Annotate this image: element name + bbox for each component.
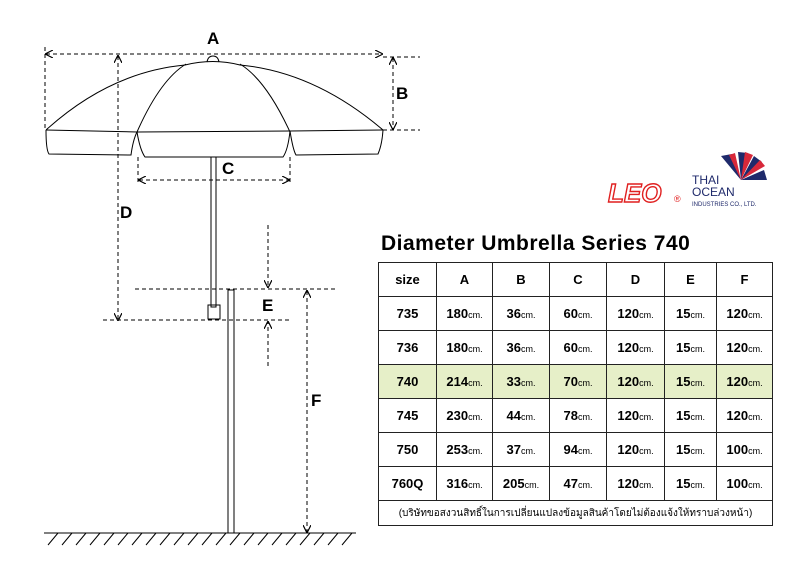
value-cell [493,331,550,365]
value-cell [607,297,665,331]
value-cell [550,433,607,467]
value-unit: cm. [748,446,763,456]
value-cell [493,399,550,433]
value-cell [493,433,550,467]
value-number: 36 [506,306,521,321]
value-number: 47 [563,476,578,491]
page-title: Diameter Umbrella Series 740 [381,232,691,255]
value-cell [493,467,550,501]
value-cell [550,399,607,433]
value-number: 230 [446,408,469,423]
value-number: 44 [506,408,521,423]
ground-stake [228,290,234,533]
label-c: C [222,159,235,178]
value-number: 180 [446,306,469,321]
value-number: 15 [676,340,691,355]
value-number: 60 [563,340,578,355]
table-header-row [379,263,773,297]
value-number: 180 [446,340,469,355]
brand-logos [606,150,786,210]
size-table [378,262,773,526]
svg-text:®: ® [674,194,681,204]
value-cell [717,331,773,365]
label-e: E [262,296,274,315]
value-cell [717,399,773,433]
value-unit: cm. [468,344,483,354]
umbrella-canopy [46,56,383,157]
table-row [379,365,773,399]
value-cell [550,331,607,365]
value-unit: cm. [639,480,654,490]
value-unit: cm. [577,446,593,456]
value-unit: cm. [520,412,536,422]
table-row [379,297,773,331]
value-cell [717,365,773,399]
column-header: E [665,263,717,297]
value-unit: cm. [639,412,654,422]
svg-text:THAI: THAI [692,173,720,187]
value-unit: cm. [690,344,705,354]
value-cell [607,331,665,365]
value-number: 78 [563,408,578,423]
value-number: 37 [506,442,521,457]
svg-text:INDUSTRIES CO., LTD.: INDUSTRIES CO., LTD. [692,202,757,208]
value-cell [665,433,717,467]
value-cell [437,433,493,467]
value-cell [550,365,607,399]
value-cell [607,365,665,399]
disclaimer-note: (บริษัทขอสงวนสิทธิ์ในการเปลี่ยนแปลงข้อมูลสินค้าโดยไม่ต้องแจ้งให้ทราบล่วงหน้า) [379,501,773,526]
value-number: 205 [502,476,525,491]
value-unit: cm. [748,344,763,354]
leo-logo [608,178,681,208]
value-number: 120 [726,374,749,389]
value-cell [493,365,550,399]
value-cell [550,297,607,331]
value-unit: cm. [520,378,536,388]
value-number: 33 [506,374,521,389]
value-number: 15 [676,374,691,389]
value-unit: cm. [520,446,536,456]
value-unit: cm. [639,446,654,456]
column-header: C [550,263,607,297]
value-unit: cm. [468,310,483,320]
value-unit: cm. [577,480,593,490]
value-cell [550,467,607,501]
value-number: 120 [617,476,640,491]
column-header: size [379,263,437,297]
value-number: 253 [446,442,469,457]
svg-text:OCEAN: OCEAN [692,185,735,199]
value-cell [665,399,717,433]
size-cell: 740 [379,365,437,399]
value-unit: cm. [690,412,705,422]
value-number: 214 [446,374,469,389]
value-number: 316 [446,476,469,491]
value-unit: cm. [468,446,483,456]
value-number: 100 [726,442,749,457]
value-unit: cm. [468,480,483,490]
label-f: F [311,391,322,410]
table-row [379,331,773,365]
value-unit: cm. [690,310,705,320]
value-unit: cm. [520,344,536,354]
value-cell [607,467,665,501]
value-number: 120 [726,408,749,423]
value-number: 36 [506,340,521,355]
value-unit: cm. [520,310,536,320]
value-number: 60 [563,306,578,321]
value-unit: cm. [639,310,654,320]
value-unit: cm. [690,480,705,490]
value-unit: cm. [639,378,654,388]
value-cell [437,365,493,399]
size-cell: 760Q [379,467,437,501]
value-cell [665,365,717,399]
value-unit: cm. [577,344,593,354]
value-unit: cm. [748,480,763,490]
value-number: 94 [563,442,578,457]
value-number: 120 [617,306,640,321]
value-cell [437,331,493,365]
value-unit: cm. [690,378,705,388]
value-cell [717,467,773,501]
value-unit: cm. [748,310,763,320]
value-cell [493,297,550,331]
value-unit: cm. [468,412,483,422]
svg-text:LEO: LEO [608,178,662,208]
size-cell: 736 [379,331,437,365]
column-header: F [717,263,773,297]
label-b: B [396,84,409,103]
value-unit: cm. [639,344,654,354]
value-number: 120 [726,340,749,355]
value-number: 120 [617,442,640,457]
value-cell [437,297,493,331]
value-number: 15 [676,442,691,457]
value-cell [665,297,717,331]
value-cell [607,399,665,433]
label-d: D [120,203,133,222]
value-unit: cm. [524,480,540,490]
value-unit: cm. [748,412,763,422]
column-header: D [607,263,665,297]
table-row [379,433,773,467]
value-cell [437,399,493,433]
column-header: B [493,263,550,297]
value-cell [437,467,493,501]
value-cell [717,433,773,467]
value-number: 120 [617,408,640,423]
value-unit: cm. [690,446,705,456]
size-cell: 735 [379,297,437,331]
size-cell: 745 [379,399,437,433]
size-cell: 750 [379,433,437,467]
value-unit: cm. [468,378,483,388]
value-cell [665,331,717,365]
thai-ocean-logo [692,152,767,208]
value-number: 15 [676,408,691,423]
value-number: 15 [676,476,691,491]
table-row [379,467,773,501]
value-number: 100 [726,476,749,491]
value-unit: cm. [577,412,593,422]
value-number: 120 [726,306,749,321]
value-cell [607,433,665,467]
value-cell [717,297,773,331]
table-row [379,399,773,433]
value-number: 120 [617,374,640,389]
value-unit: cm. [748,378,763,388]
label-a: A [207,29,220,48]
value-number: 15 [676,306,691,321]
value-cell [665,467,717,501]
value-number: 70 [563,374,578,389]
value-unit: cm. [577,378,593,388]
value-unit: cm. [577,310,593,320]
column-header: A [437,263,493,297]
ground-line [44,533,356,545]
value-number: 120 [617,340,640,355]
